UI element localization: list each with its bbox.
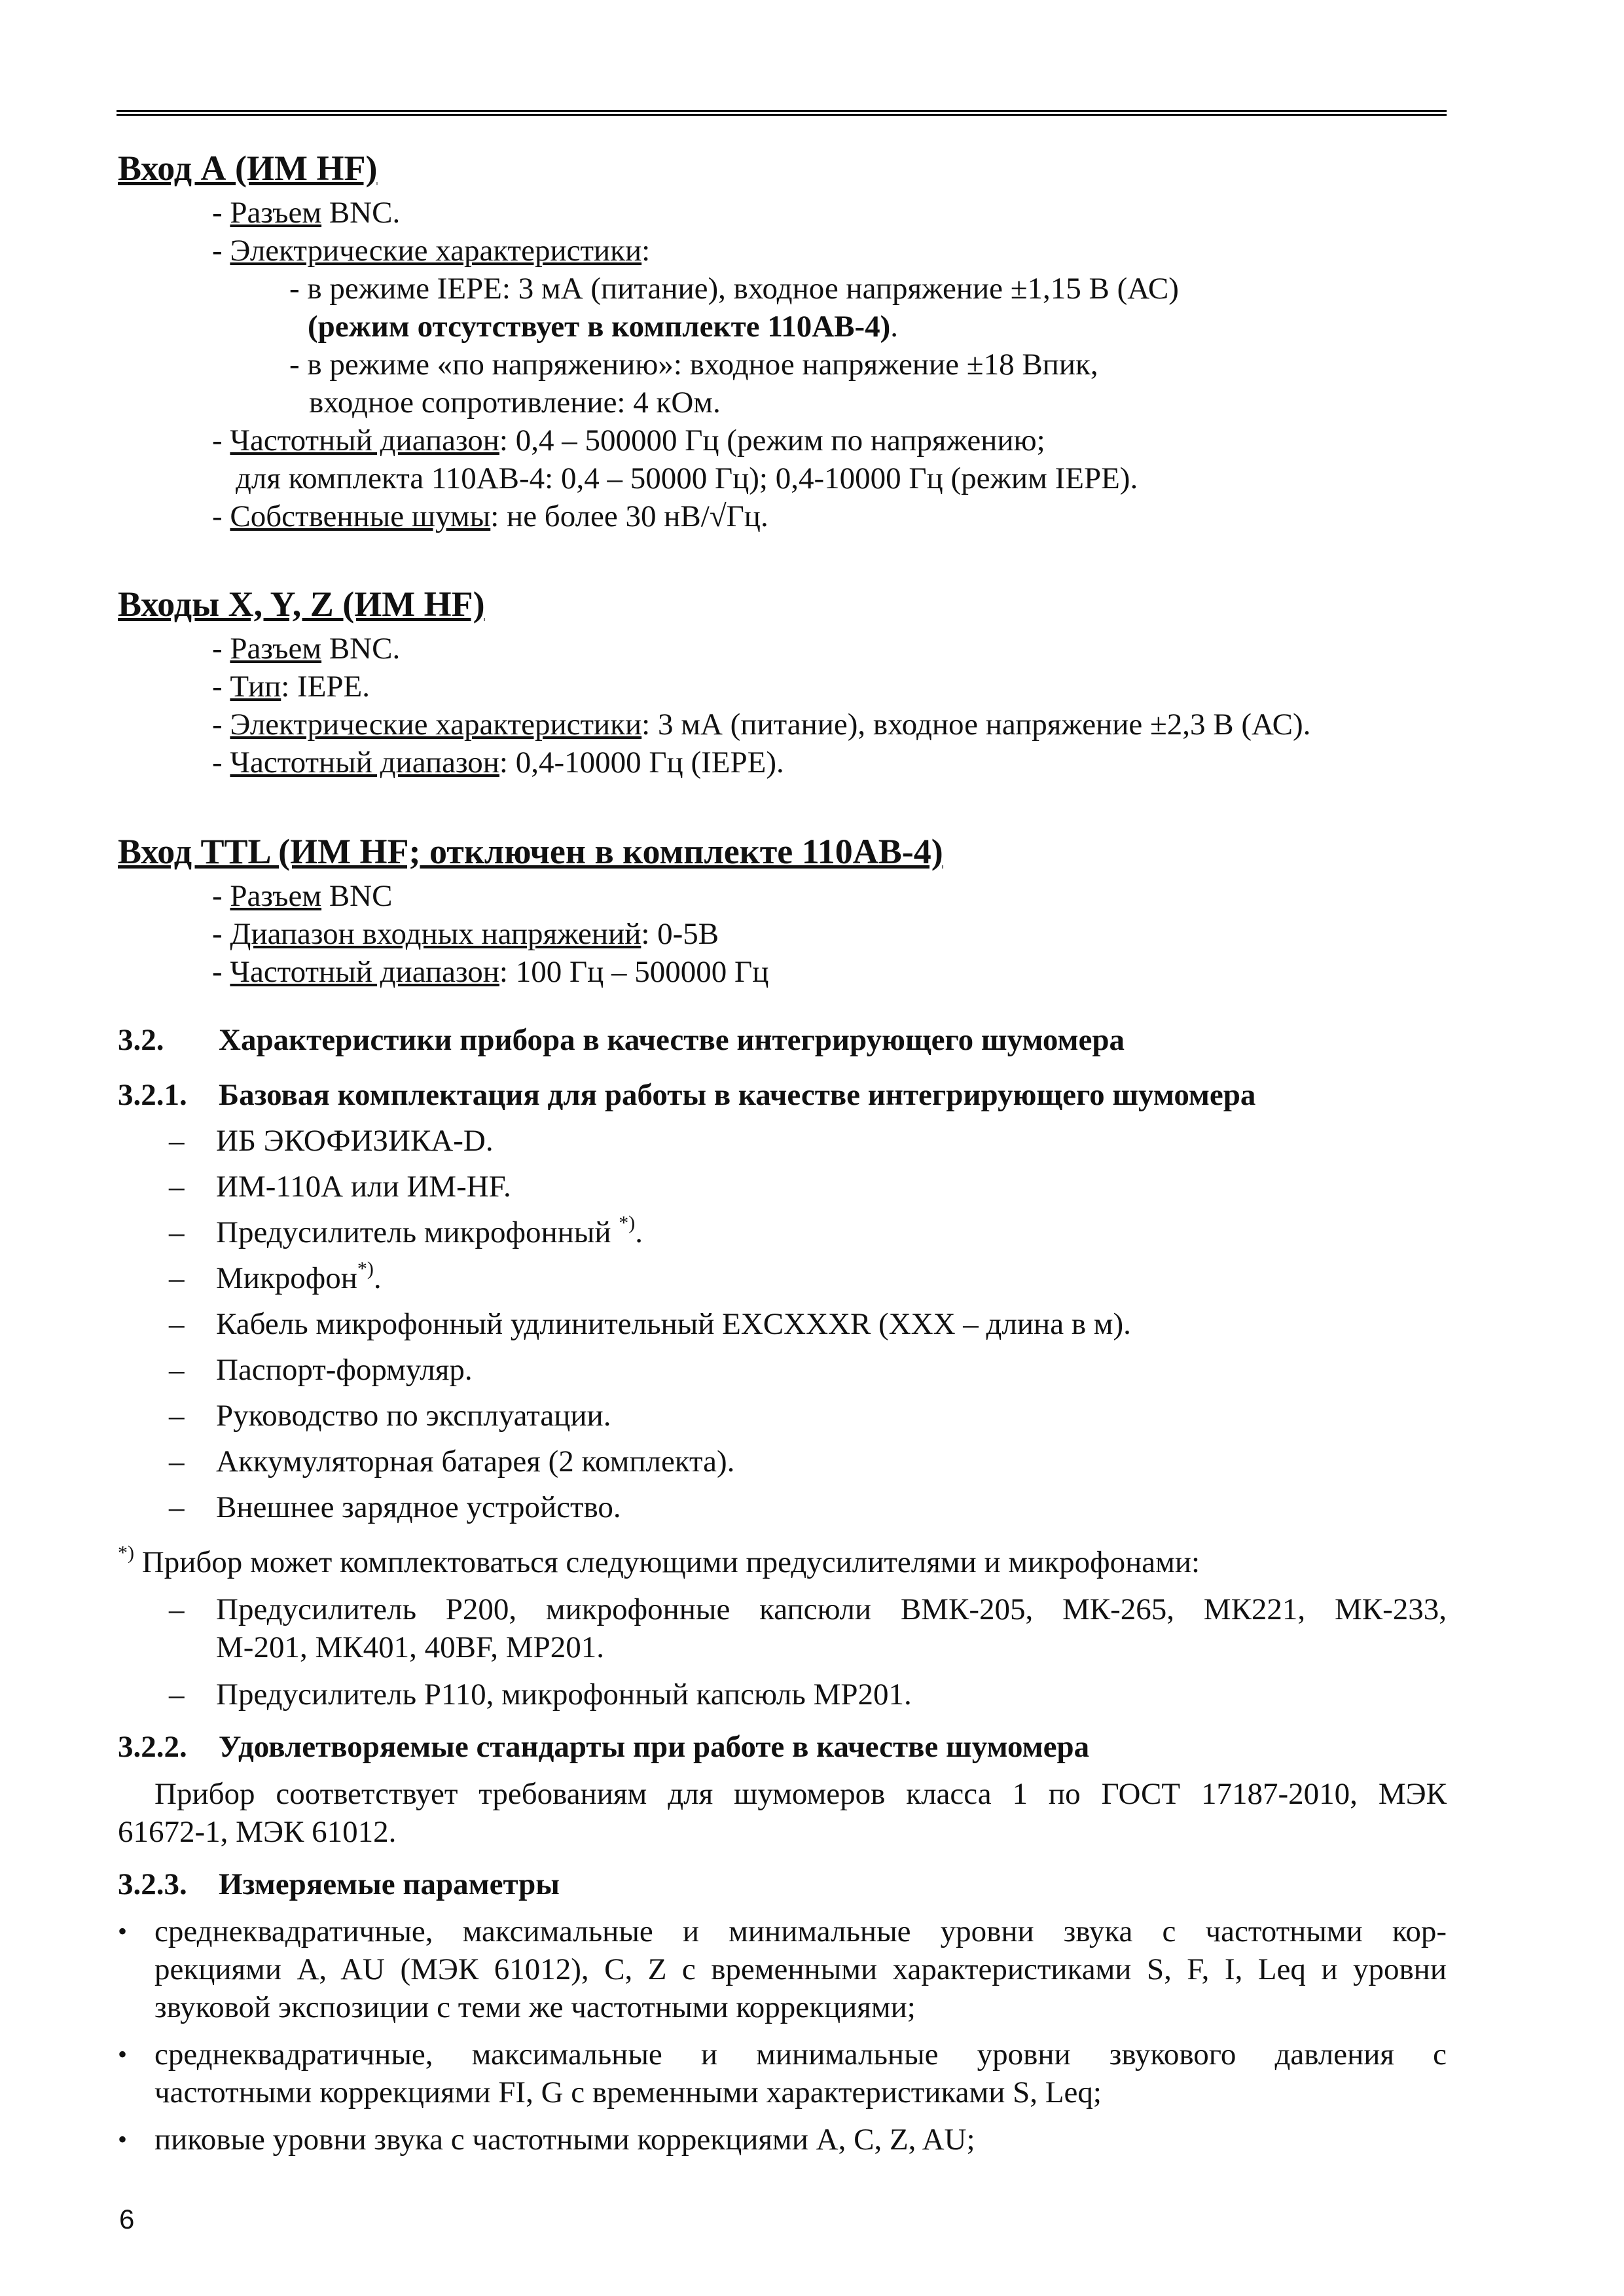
bullet-item-line: звуковой экспозиции с теми же частотными коррекциями; (154, 1990, 916, 2024)
list-item: Кабель микрофонный удлинительный EXCXXXR (XXX – длина в м). (216, 1307, 1131, 1341)
footnote-item: Предусилитель Р200, микрофонные капсюли ВМК-205, МК-265, МК221, МК-233, (216, 1592, 1447, 1626)
input-ttl-title: Вход TTL (ИМ HF; отключен в комплекте 110АВ-4) (118, 832, 943, 871)
dash-marker: – (169, 1215, 185, 1249)
input-a-iepe-mode: - в режиме IEPE: 3 мА (питание), входное напряжение ±1,15 В (АС) (289, 272, 1179, 306)
input-a-voltage-mode: - в режиме «по напряжению»: входное напряжение ±18 Впик, (289, 348, 1098, 382)
dash-marker: – (169, 1399, 185, 1433)
bullet-item-line: рекциями A, AU (МЭК 61012), C, Z с временными характеристиками S, F, I, Leq и уровни (154, 1952, 1447, 1986)
bullet-marker: • (118, 2125, 128, 2154)
input-a-noise: - Собственные шумы: не более 30 нВ/√Гц. (212, 499, 768, 533)
inputs-xyz-freq: - Частотный диапазон: 0,4-10000 Гц (IEPE). (212, 745, 784, 780)
list-item: ИМ-110А или ИМ-HF. (216, 1170, 511, 1204)
section-3-2-2-heading: 3.2.2. Удовлетворяемые стандарты при работе в качестве шумомера (118, 1730, 1090, 1764)
input-a-freq-2: для комплекта 110АВ-4: 0,4 – 50000 Гц); 0,4-10000 Гц (режим IEPE). (236, 461, 1138, 495)
footnote: *) Прибор может комплектоваться следующими предусилителями и микрофонами: (118, 1542, 1200, 1579)
dash-marker: – (169, 1353, 185, 1387)
input-a-freq: - Частотный диапазон: 0,4 – 500000 Гц (режим по напряжению; (212, 423, 1045, 457)
bullet-item-line: среднеквадратичные, максимальные и минимальные уровни звука с частотными кор- (154, 1914, 1447, 1948)
list-item: Паспорт-формуляр. (216, 1353, 473, 1387)
list-item: Аккумуляторная батарея (2 комплекта). (216, 1444, 735, 1479)
dash-marker: – (169, 1490, 185, 1524)
dash-marker: – (169, 1592, 185, 1626)
bullet-marker: • (118, 1916, 128, 1946)
dash-marker: – (169, 1170, 185, 1204)
dash-marker: – (169, 1307, 185, 1341)
inputs-xyz-electrical: - Электрические характеристики: 3 мА (питание), входное напряжение ±2,3 В (АС). (212, 708, 1311, 742)
list-item: ИБ ЭКОФИЗИКА-D. (216, 1124, 494, 1158)
bullet-item-line: пиковые уровни звука с частотными коррекциями A, C, Z, AU; (154, 2123, 975, 2157)
inputs-xyz-title: Входы X, Y, Z (ИМ HF) (118, 584, 485, 624)
input-a-electrical: - Электрические характеристики: (212, 234, 651, 268)
section-3-2-1-heading: 3.2.1. Базовая комплектация для работы в качестве интегрирующего шумомера (118, 1078, 1256, 1112)
dash-marker: – (169, 1261, 185, 1295)
input-ttl-range: - Диапазон входных напряжений: 0-5В (212, 917, 719, 951)
list-item: Предусилитель микрофонный *). (216, 1212, 643, 1249)
dash-marker: – (169, 1677, 185, 1712)
dash-marker: – (169, 1124, 185, 1158)
bullet-marker: • (118, 2039, 128, 2069)
header-rule (117, 110, 1447, 112)
standards-text-line-2: 61672-1, МЭК 61012. (118, 1815, 397, 1849)
input-a-voltage-mode-2: входное сопротивление: 4 кОм. (309, 386, 721, 420)
input-a-connector: - Разъем BNC. (212, 196, 401, 230)
dash-marker: – (169, 1444, 185, 1479)
bullet-item-line: среднеквадратичные, максимальные и минимальные уровни звукового давления с (154, 2037, 1447, 2072)
header-rule-2 (117, 114, 1447, 116)
input-ttl-connector: - Разъем BNC (212, 879, 393, 913)
section-3-2-heading: 3.2. Характеристики прибора в качестве интегрирующего шумомера (118, 1023, 1125, 1057)
footnote-item-cont: М-201, МК401, 40BF, MP201. (216, 1630, 604, 1664)
input-ttl-freq: - Частотный диапазон: 100 Гц – 500000 Гц (212, 955, 769, 989)
page-number: 6 (119, 2204, 135, 2234)
inputs-xyz-connector: - Разъем BNC. (212, 632, 401, 666)
standards-text-line-1: Прибор соответствует требованиям для шумомеров класса 1 по ГОСТ 17187-2010, МЭК (154, 1777, 1447, 1811)
input-a-iepe-note: (режим отсутствует в комплекте 110АВ-4). (308, 310, 899, 344)
inputs-xyz-type: - Тип: IEPE. (212, 670, 370, 704)
list-item: Руководство по эксплуатации. (216, 1399, 611, 1433)
footnote-item: Предусилитель Р110, микрофонный капсюль MP201. (216, 1677, 912, 1712)
section-3-2-3-heading: 3.2.3. Измеряемые параметры (118, 1867, 560, 1901)
input-a-title: Вход А (ИМ HF) (118, 149, 378, 188)
list-item: Микрофон*). (216, 1258, 382, 1295)
list-item: Внешнее зарядное устройство. (216, 1490, 621, 1524)
bullet-item-line: частотными коррекциями FI, G с временными характеристиками S, Leq; (154, 2075, 1102, 2109)
